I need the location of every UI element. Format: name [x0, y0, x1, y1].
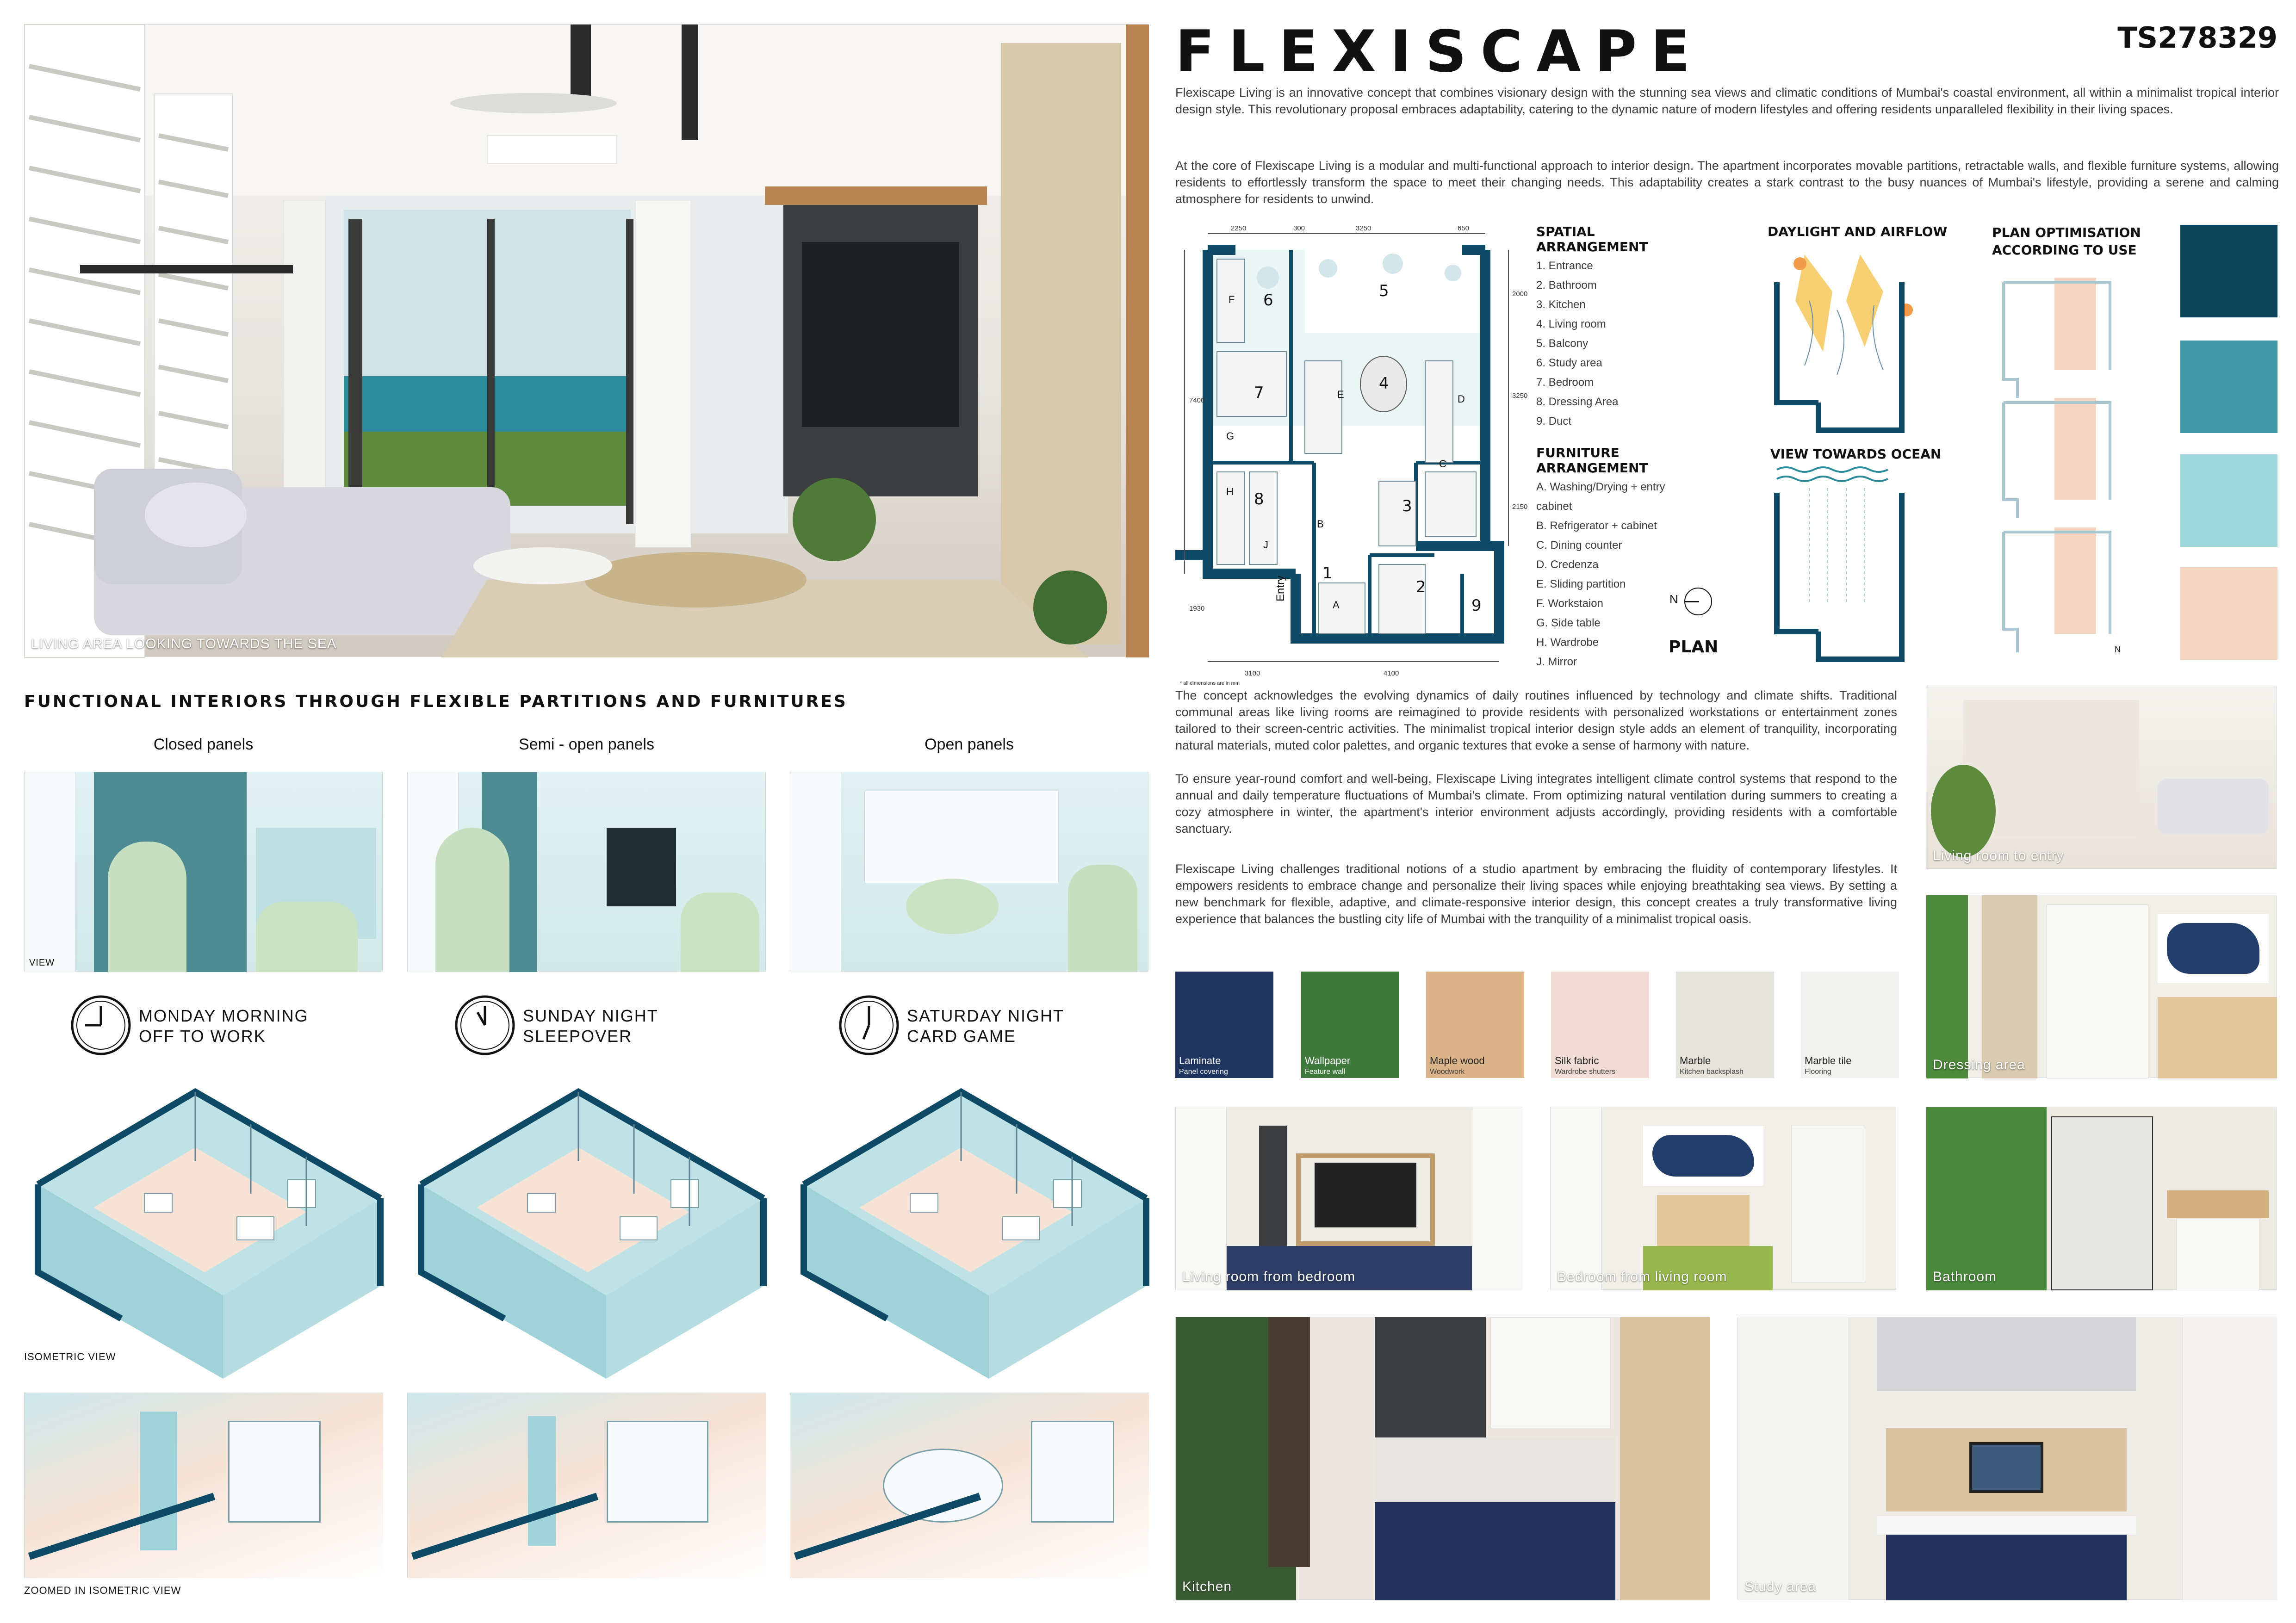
render-kitchen — [1175, 1317, 1710, 1600]
furniture-letter-g: G — [1226, 430, 1235, 442]
material-name: Laminate — [1179, 1055, 1221, 1066]
clock-icon — [69, 994, 132, 1057]
spatial-item: 2. Bathroom — [1536, 279, 1597, 291]
scenario-line-2: SLEEPOVER — [523, 1027, 633, 1046]
plan-dim-top-1: 2250 — [1231, 224, 1247, 232]
project-title: FLEXISCAPE — [1175, 19, 1704, 85]
render-caption: Living room to entry — [1933, 848, 2064, 863]
plan-dim-bottom-1: 3100 — [1245, 669, 1260, 677]
plan-dim-right-3: 2150 — [1512, 503, 1528, 511]
material-name: Maple wood — [1430, 1055, 1485, 1066]
spatial-arrangement — [1536, 224, 1703, 431]
functional-title: FUNCTIONAL INTERIORS THROUGH FLEXIBLE PARTITIONS AND FURNITURES — [24, 692, 848, 711]
clock-icon — [453, 994, 516, 1057]
room-number-4: 4 — [1379, 374, 1389, 393]
room-number-8: 8 — [1254, 490, 1264, 508]
furniture-letter-j: J — [1263, 539, 1268, 551]
isometric-closed — [38, 1092, 380, 1379]
material-laminate — [1175, 972, 1273, 1078]
palette-swatch-3 — [2180, 454, 2277, 547]
material-use: Panel covering — [1179, 1068, 1228, 1076]
view-label: VIEW — [29, 958, 55, 968]
optimisation-diagram — [1990, 268, 2138, 662]
spatial-item: 8. Dressing Area — [1536, 396, 1619, 408]
spatial-item: 3. Kitchen — [1536, 298, 1586, 311]
furniture-letter-a: A — [1333, 599, 1340, 611]
room-number-3: 3 — [1402, 497, 1412, 515]
plan-label: PLAN — [1669, 638, 1719, 657]
zoomed-closed — [24, 1393, 383, 1578]
plan-dim-bottom-2: 4100 — [1384, 669, 1399, 677]
plan-note: * all dimensions are in mm — [1180, 681, 1240, 686]
material-marble-tile — [1801, 972, 1899, 1078]
furniture-item: C. Dining counter — [1536, 539, 1622, 551]
room-number-6: 6 — [1263, 291, 1273, 310]
isometric-views — [24, 1078, 1153, 1356]
plan-dim-left-1: 7400 — [1189, 396, 1205, 404]
isometric-open — [804, 1092, 1146, 1379]
concept-paragraph-5: Flexiscape Living challenges traditional notions of a studio apartment by embracing the fluidity of contemporary lifestyles. It empowers residents to embrace change and personalize their living spaces while enjoying breathtaking sea views. By setting a new benchmark for flexible, adaptive, and climate-responsive interior design, this concept creates a truly transformative living experience that balances the bustling city life of Mumbai with the tranquility of a minimalist tropical oasis. — [1175, 862, 1897, 926]
material-maple-wood — [1426, 972, 1524, 1078]
floor-plan — [1175, 222, 1541, 686]
hero-render-illustration — [25, 25, 1149, 657]
furniture-letter-h: H — [1226, 486, 1234, 497]
furniture-letter-b: B — [1317, 518, 1324, 530]
scenario-line-2: OFF TO WORK — [139, 1027, 266, 1046]
intro-paragraph-1: Flexiscape Living is an innovative concept that combines visionary design with the stunning sea views and climatic conditions of Mumbai's coastal environment, all within a minimalist tropical interior design style. This revolutionary proposal embraces adaptability, catering to the dynamic nature of modern lifestyles and offering residents unparalleled flexibility in their living spaces. — [1175, 86, 2279, 116]
spatial-item: 1. Entrance — [1536, 260, 1593, 272]
render-caption: Bathroom — [1933, 1269, 1997, 1284]
room-number-1: 1 — [1322, 564, 1333, 582]
render-living-to-entry — [1926, 686, 2277, 869]
clock-icon — [838, 994, 900, 1057]
render-living-from-bedroom — [1175, 1107, 1522, 1290]
material-use: Wardrobe shutters — [1555, 1068, 1616, 1076]
ocean-view-diagram — [1768, 465, 1920, 664]
render-caption: Study area — [1744, 1579, 1817, 1594]
optimisation-north-letter: N — [2115, 645, 2121, 654]
spatial-item: 6. Study area — [1536, 357, 1602, 369]
zoomed-isometric-label: ZOOMED IN ISOMETRIC VIEW — [24, 1585, 181, 1596]
scenario-line-1: SATURDAY NIGHT — [907, 1006, 1065, 1025]
hero-render-living-area — [24, 24, 1148, 657]
hero-caption: LIVING AREA LOOKING TOWARDS THE SEA — [31, 636, 337, 651]
view-closed-panels — [24, 772, 383, 972]
furniture-item: B. Refrigerator + cabinet — [1536, 520, 1657, 532]
furniture-item: G. Side table — [1536, 617, 1601, 629]
furniture-item: cabinet — [1536, 500, 1572, 513]
render-caption: Living room from bedroom — [1182, 1269, 1356, 1284]
furniture-letter-c: C — [1439, 458, 1446, 470]
render-caption: Kitchen — [1182, 1579, 1232, 1594]
spatial-item: 7. Bedroom — [1536, 376, 1594, 389]
furniture-item: D. Credenza — [1536, 558, 1599, 571]
furniture-letter-e: E — [1337, 389, 1344, 400]
spatial-item: 4. Living room — [1536, 318, 1606, 330]
render-study-area — [1738, 1317, 2277, 1600]
scenario-monday — [69, 994, 329, 1059]
zoomed-semi-open — [407, 1393, 766, 1578]
render-caption: Dressing area — [1933, 1057, 2025, 1072]
render-bathroom — [1926, 1107, 2277, 1290]
material-name: Marble tile — [1805, 1055, 1852, 1066]
material-name: Silk fabric — [1555, 1055, 1599, 1066]
furniture-item: E. Sliding partition — [1536, 578, 1626, 590]
palette-swatch-1 — [2180, 225, 2277, 317]
optimisation-title-line-1: PLAN OPTIMISATION — [1992, 225, 2141, 240]
furniture-letter-d: D — [1458, 393, 1465, 405]
render-caption: Bedroom from living room — [1557, 1269, 1727, 1284]
plan-dim-top-3: 3250 — [1356, 224, 1371, 232]
furniture-item: H. Wardrobe — [1536, 636, 1599, 649]
scenario-sunday — [453, 994, 713, 1059]
palette-swatch-2 — [2180, 341, 2277, 433]
palette-swatch-4 — [2180, 567, 2277, 660]
room-number-2: 2 — [1416, 578, 1426, 596]
scenario-line-1: SUNDAY NIGHT — [523, 1006, 658, 1025]
plan-dim-right-1: 2000 — [1512, 290, 1528, 298]
spatial-item: 5. Balcony — [1536, 337, 1589, 350]
material-marble — [1676, 972, 1774, 1078]
project-code: TS278329 — [2117, 21, 2277, 55]
isometric-label: ISOMETRIC VIEW — [24, 1351, 116, 1363]
panel-heading-semi-open: Semi - open panels — [519, 736, 654, 753]
furniture-item: F. Workstaion — [1536, 597, 1603, 610]
material-name: Wallpaper — [1305, 1055, 1351, 1066]
concept-paragraph-4: To ensure year-round comfort and well-being, Flexiscape Living integrates intelligent climate control systems that respond to the annual and daily temperature fluctuations of Mumbai's climate. From optimizing natural ventilation during summers to creating a cozy atmosphere in winter, the apartment's interior environment adjusts accordingly, providing residents with a comfortable sanctuary. — [1175, 772, 1897, 836]
material-silk-fabric — [1551, 972, 1649, 1078]
material-use: Woodwork — [1430, 1068, 1465, 1076]
panel-heading-open: Open panels — [925, 736, 1014, 753]
concept-paragraph-3: The concept acknowledges the evolving dynamics of daily routines influenced by technology and climate shifts. Traditional communal areas like living rooms are reimagined to provide residents with personalized workstations or entertainment zones tailored to their screen-centric activities. The minimalist tropical interior design style adds an element of tranquility, incorporating natural materials, muted color palettes, and organic textures that evoke a sense of harmony with nature. — [1175, 688, 1897, 752]
zoomed-open — [790, 1393, 1148, 1578]
furniture-letter-f: F — [1229, 294, 1235, 305]
plan-dim-top-4: 650 — [1458, 224, 1470, 232]
furniture-item: A. Washing/Drying + entry — [1536, 481, 1665, 493]
material-use: Kitchen backsplash — [1680, 1068, 1744, 1076]
plan-dim-right-2: 3250 — [1512, 392, 1528, 400]
spatial-title: SPATIAL ARRANGEMENT — [1536, 224, 1648, 254]
view-open-panels — [790, 772, 1148, 972]
render-dressing-area — [1926, 895, 2277, 1078]
room-number-9: 9 — [1471, 596, 1482, 615]
isometric-semi-open — [421, 1092, 763, 1379]
room-number-5: 5 — [1379, 282, 1389, 300]
material-name: Marble — [1680, 1055, 1711, 1066]
scenario-saturday — [838, 994, 1097, 1059]
scenario-line-1: MONDAY MORNING — [139, 1006, 309, 1025]
daylight-diagram — [1768, 245, 1920, 440]
scenario-line-2: CARD GAME — [907, 1027, 1017, 1046]
north-arrow-icon — [1684, 588, 1712, 615]
plan-north-letter: N — [1669, 592, 1678, 606]
material-use: Flooring — [1805, 1068, 1831, 1076]
panel-heading-closed: Closed panels — [153, 736, 254, 753]
furniture-item: J. Mirror — [1536, 656, 1577, 668]
material-wallpaper — [1301, 972, 1399, 1078]
spatial-item: 9. Duct — [1536, 415, 1572, 427]
room-number-7: 7 — [1254, 384, 1264, 402]
furniture-title: FURNITURE ARRANGEMENT — [1536, 445, 1648, 476]
optimisation-title-line-2: ACCORDING TO USE — [1992, 242, 2137, 258]
render-bedroom-from-living — [1550, 1107, 1896, 1290]
view-semi-open-panels — [407, 772, 766, 972]
ocean-view-title: VIEW TOWARDS OCEAN — [1770, 446, 1942, 462]
plan-entry-label: Entry — [1274, 575, 1287, 601]
plan-dim-left-2: 1930 — [1189, 605, 1205, 613]
optimisation-title — [1992, 224, 2141, 259]
intro-paragraph-2: At the core of Flexiscape Living is a modular and multi-functional approach to interior design. The apartment incorporates movable partitions, retractable walls, and flexible furniture systems, allowing residents to effortlessly transform the space to meet their changing needs. This adaptability creates a stark contrast to the busy nuances of Mumbai's lifestyle, providing a serene and calming atmosphere for residents to unwind. — [1175, 159, 2279, 206]
plan-dim-top-2: 300 — [1293, 224, 1305, 232]
daylight-title: DAYLIGHT AND AIRFLOW — [1768, 224, 1948, 239]
material-use: Feature wall — [1305, 1068, 1346, 1076]
